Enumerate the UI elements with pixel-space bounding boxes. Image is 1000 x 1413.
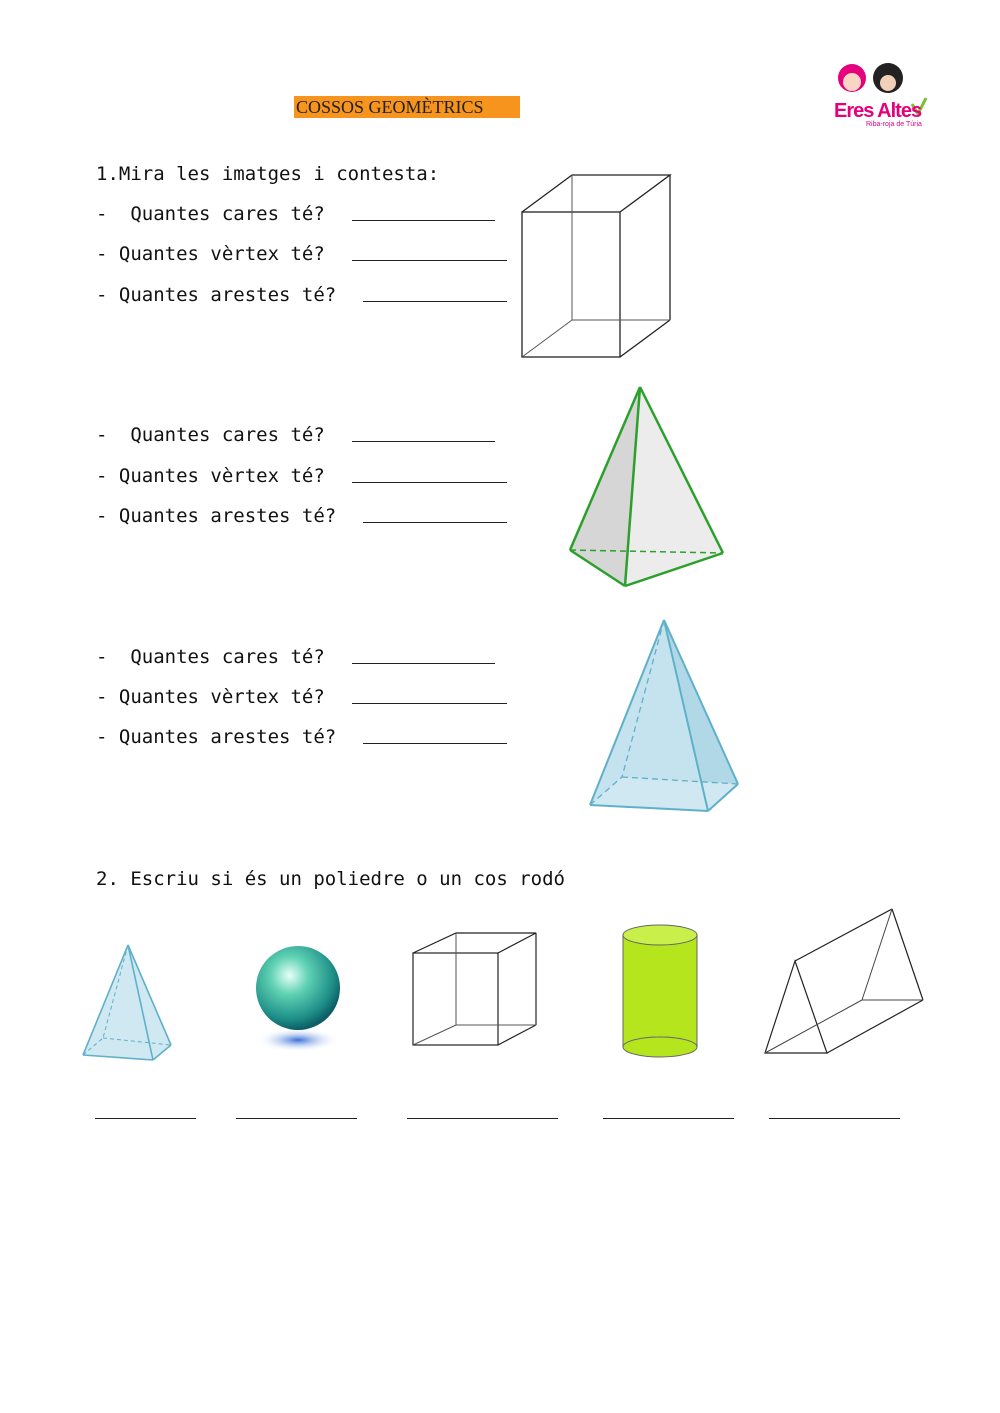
question-faces: - Quantes cares té? — [96, 646, 337, 668]
logo-name: Eres Altes — [834, 100, 922, 122]
answer-vertices-blank[interactable] — [352, 482, 507, 483]
answer-edges-blank[interactable] — [363, 743, 507, 744]
answer-pyramid-blank[interactable] — [95, 1118, 196, 1119]
question-edges: - Quantes arestes té? — [96, 726, 348, 748]
question-faces: - Quantes cares té? — [96, 203, 337, 225]
cube-icon — [408, 928, 543, 1053]
question-edges: - Quantes arestes té? — [96, 505, 348, 527]
question-edges: - Quantes arestes té? — [96, 284, 348, 306]
logo-tagline: Riba-roja de Túria — [866, 121, 922, 128]
exercise1-instruction: 1.Mira les imatges i contesta: — [96, 163, 440, 185]
answer-sphere-blank[interactable] — [236, 1118, 357, 1119]
answer-edges-blank[interactable] — [363, 301, 507, 302]
answer-faces-blank[interactable] — [352, 663, 495, 664]
answer-faces-blank[interactable] — [352, 220, 495, 221]
green-triangular-pyramid-icon — [560, 380, 730, 595]
answer-vertices-blank[interactable] — [352, 703, 507, 704]
question-vertices: - Quantes vèrtex té? — [96, 243, 337, 265]
cylinder-icon — [618, 920, 703, 1060]
answer-prism-blank[interactable] — [769, 1118, 900, 1119]
sphere-icon — [240, 925, 360, 1065]
question-faces: - Quantes cares té? — [96, 424, 337, 446]
exercise2-instruction: 2. Escriu si és un poliedre o un cos rodó — [96, 868, 565, 890]
rectangular-prism-icon — [515, 170, 675, 365]
answer-edges-blank[interactable] — [363, 522, 507, 523]
answer-vertices-blank[interactable] — [352, 260, 507, 261]
page-title: COSSOS GEOMÈTRICS — [294, 96, 520, 118]
blue-square-pyramid-icon — [580, 612, 750, 822]
pyramid-icon — [78, 940, 178, 1065]
answer-cube-blank[interactable] — [407, 1118, 558, 1119]
triangular-prism-icon — [760, 905, 930, 1060]
logo — [830, 58, 930, 138]
answer-faces-blank[interactable] — [352, 441, 495, 442]
answer-cylinder-blank[interactable] — [603, 1118, 734, 1119]
question-vertices: - Quantes vèrtex té? — [96, 465, 337, 487]
question-vertices: - Quantes vèrtex té? — [96, 686, 337, 708]
